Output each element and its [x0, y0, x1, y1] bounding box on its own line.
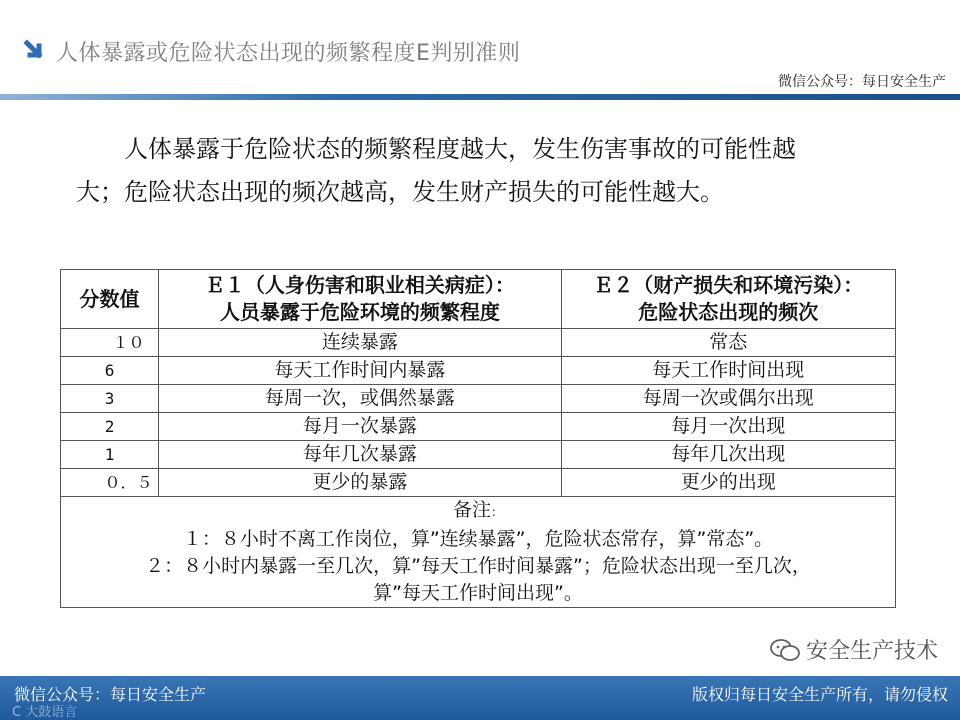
score-cell: 2 [61, 413, 159, 441]
table-row [61, 441, 896, 469]
table-header-row [61, 270, 896, 329]
notes-label: 备注 [452, 499, 491, 521]
intro-paragraph [76, 128, 892, 214]
notes-row [61, 497, 896, 608]
header-score: 分数值 [61, 270, 159, 329]
e2-cell: 每周一次或偶尔出现 [561, 385, 895, 413]
table-row [61, 385, 896, 413]
slide-title [22, 34, 520, 68]
note-1: １：８小时不离工作岗位，算”连续暴露”，危险状态常存，算”常态”。 [182, 528, 774, 550]
wechat-icon [770, 639, 800, 661]
table-row [61, 357, 896, 385]
e1-cell: 每月一次暴露 [159, 413, 561, 441]
intro-line-1: 人体暴露于危险状态的频繁程度越大，发生伤害事故的可能性越 [124, 135, 796, 163]
e1-cell: 连续暴露 [159, 329, 561, 357]
score-cell: １０ [61, 329, 159, 357]
e2-cell: 每天工作时间出现 [561, 357, 895, 385]
page-title: 人体暴露或危险状态出现的频繁程度E判别准则 [56, 40, 521, 66]
header-e2-line1: Ｅ２（财产损失和环境污染）： [593, 273, 864, 297]
notes-colon: ： [491, 505, 504, 519]
arrow-down-right-icon [22, 38, 48, 64]
footer-bar [0, 676, 960, 720]
title-divider [0, 94, 960, 100]
e1-cell: 每天工作时间内暴露 [159, 357, 561, 385]
e1-cell: 每周一次，或偶然暴露 [159, 385, 561, 413]
intro-line-2: 大；危险状态出现的频次越高，发生财产损失的可能性越大。 [76, 178, 724, 206]
notes-heading [61, 497, 895, 526]
header-e2-line2: 危险状态出现的频次 [638, 300, 819, 324]
e2-cell: 更少的出现 [561, 469, 895, 497]
score-cell: 1 [61, 441, 159, 469]
watermark [770, 634, 938, 665]
table-row [61, 469, 896, 497]
e1-cell: 每年几次暴露 [159, 441, 561, 469]
e2-cell: 每月一次出现 [561, 413, 895, 441]
table-row [61, 329, 896, 357]
header-e1-line1: Ｅ１（人身伤害和职业相关病症）： [204, 273, 515, 297]
footer-sub-text: C 大鼓语言 [12, 705, 78, 720]
footer-left-text: 微信公众号：每日安全生产 [14, 685, 207, 704]
e2-cell: 每年几次出现 [561, 441, 895, 469]
wechat-account-label: 微信公众号：每日安全生产 [778, 74, 946, 90]
header-e1 [159, 270, 561, 329]
score-cell: 6 [61, 357, 159, 385]
criteria-table [60, 269, 896, 608]
watermark-text: 安全生产技术 [806, 639, 939, 664]
footer-right-text: 版权归每日安全生产所有，请勿侵权 [691, 685, 948, 704]
header-e2 [561, 270, 895, 329]
note-2b: 算”每天工作时间出现”。 [373, 582, 583, 604]
score-cell: 3 [61, 385, 159, 413]
score-cell: ０．５ [61, 469, 159, 497]
e1-cell: 更少的暴露 [159, 469, 561, 497]
table-row [61, 413, 896, 441]
notes-cell [61, 497, 896, 608]
e2-cell: 常态 [561, 329, 895, 357]
header-e1-line2: 人员暴露于危险环境的频繁程度 [219, 300, 500, 324]
note-2a: ２：８小时内暴露一至几次，算”每天工作时间暴露”；危险状态出现一至几次， [145, 555, 811, 577]
